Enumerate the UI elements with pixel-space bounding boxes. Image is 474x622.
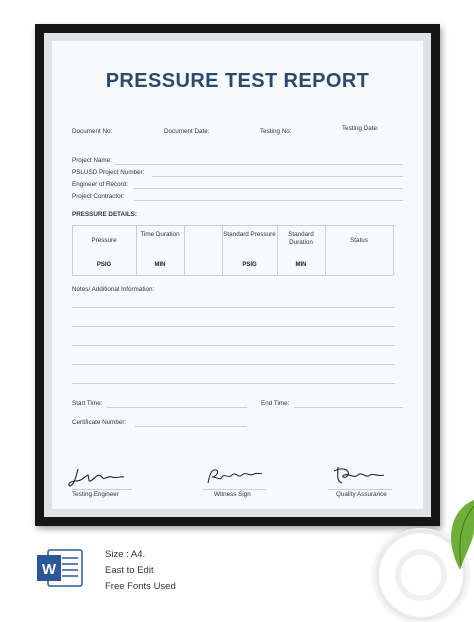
notes-line xyxy=(72,307,395,308)
start-time-label: Start Time: xyxy=(72,400,103,407)
notes-label: Notes/ Additional Information: xyxy=(72,286,155,293)
footer-fonts: Free Fonts Used xyxy=(105,581,176,592)
end-time-label: End Time: xyxy=(261,400,290,407)
quality-assurance-label: Quality Assurance xyxy=(336,491,387,498)
footer-size: Size : A4. xyxy=(105,549,146,560)
notes-line xyxy=(72,364,395,365)
divider xyxy=(152,176,403,177)
word-icon xyxy=(36,548,84,588)
quality-assurance-signature xyxy=(332,463,388,489)
document-date-label: Document Date: xyxy=(164,128,210,135)
pressure-details-label: PRESSURE DETAILS: xyxy=(72,211,137,218)
table-header-cell: Standard Duration xyxy=(288,231,314,246)
document-no-label: Document No: xyxy=(72,128,113,135)
table-border xyxy=(72,275,393,276)
start-time-line xyxy=(107,407,247,408)
notes-line xyxy=(72,383,395,384)
table-border xyxy=(325,225,326,275)
table-header-cell: Time Duration xyxy=(140,231,180,238)
table-header-cell: Pressure xyxy=(91,237,117,244)
divider xyxy=(134,200,403,201)
picture-frame xyxy=(35,24,440,526)
signature-line xyxy=(202,489,266,490)
svg-text:W: W xyxy=(41,561,57,578)
signature-line xyxy=(328,489,392,490)
table-border xyxy=(72,225,393,226)
signature-line xyxy=(72,489,132,490)
table-header-cell: Status xyxy=(350,237,368,244)
witness-signature xyxy=(204,465,264,487)
certificate-line xyxy=(135,426,247,427)
project-number-label: PSLUSD Project Number: xyxy=(72,169,145,176)
engineer-of-record-label: Engineer of Record: xyxy=(72,181,129,188)
table-border xyxy=(184,225,185,275)
testing-date-label: Testing Date: xyxy=(342,125,379,132)
footer-edit: East to Edit xyxy=(105,565,154,576)
table-unit-cell: MIN xyxy=(154,262,166,268)
testing-no-label: Testing No: xyxy=(260,128,292,135)
table-border xyxy=(393,225,394,275)
notes-line xyxy=(72,326,395,327)
testing-engineer-signature xyxy=(68,465,128,491)
divider xyxy=(134,188,403,189)
table-header-cell: Standard Pressure xyxy=(223,231,276,238)
project-contractor-label: Project Contractor: xyxy=(72,193,125,200)
pressure-table xyxy=(72,225,393,275)
end-time-line xyxy=(294,407,403,408)
project-name-label: Project Name: xyxy=(72,157,112,164)
witness-sign-label: Witness Sign xyxy=(214,491,251,498)
frame-mat xyxy=(44,33,431,517)
table-unit-cell: PSIG xyxy=(96,262,112,268)
certificate-number-label: Certificate Number: xyxy=(72,419,127,426)
table-unit-cell: PSIG xyxy=(242,262,257,268)
divider xyxy=(114,164,403,165)
report-title: PRESSURE TEST REPORT xyxy=(105,70,370,92)
leaf-decoration xyxy=(430,500,474,580)
table-unit-cell: MIN xyxy=(295,262,307,268)
notes-line xyxy=(72,345,395,346)
testing-engineer-label: Testing Engineer xyxy=(72,491,119,498)
report-document xyxy=(52,41,423,509)
